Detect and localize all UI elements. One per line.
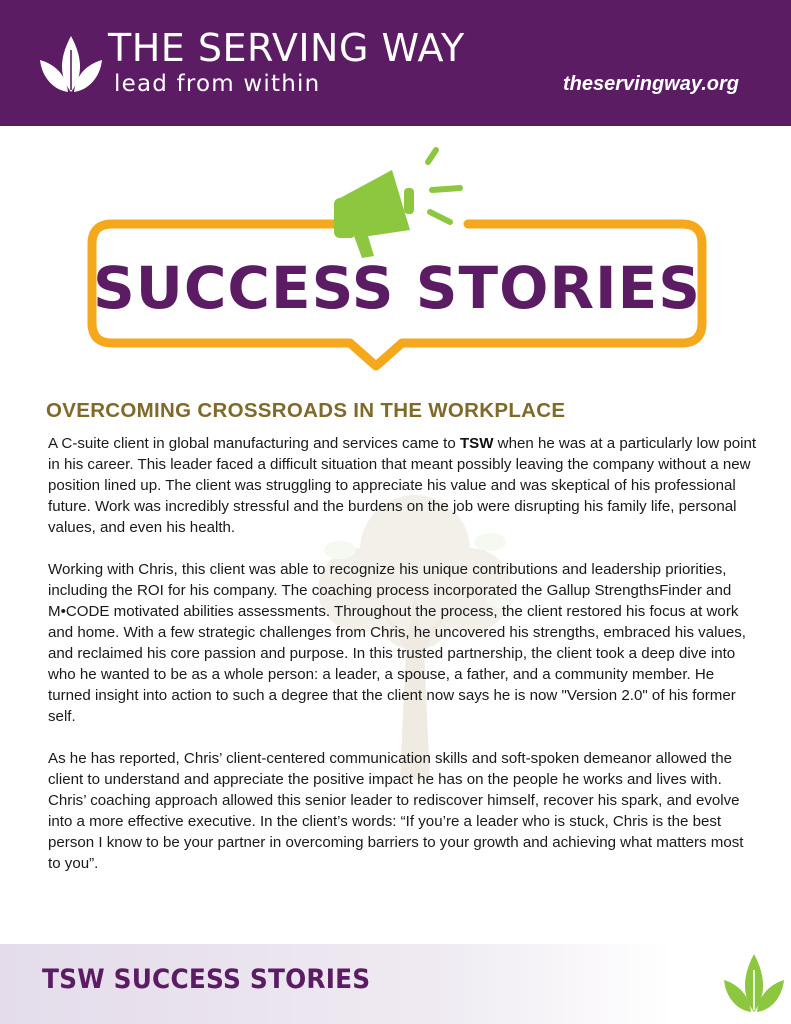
brand-tagline: lead from within xyxy=(114,71,321,97)
footer-title: TSW SUCCESS STORIES xyxy=(42,964,371,995)
banner-title: SUCCESS STORIES xyxy=(92,254,702,322)
leaf-icon xyxy=(724,948,784,1014)
megaphone-icon xyxy=(334,170,414,258)
article-paragraph: As he has reported, Chris’ client-centered communication skills and soft-spoken demeanor allowed the client to understand and appreciate the positive impact he has on the people he works and lives with. Chris’ coaching approach allowed this senior leader to rediscover himself, recover his spark, and evolve into a more effective executive. In the client’s words: “If you’re a leader who is stuck, Chris is the best person I know to be your partner in overcoming barriers to your growth and achieving what matters most to you”. xyxy=(48,750,744,872)
article-paragraph xyxy=(48,433,760,538)
leaf-icon xyxy=(40,30,102,94)
article-heading: OVERCOMING CROSSROADS IN THE WORKPLACE xyxy=(46,399,566,422)
paragraph-text: A C-suite client in global manufacturing and services came to xyxy=(48,435,460,452)
paragraph-text: when he was at a particularly low point in his career. This leader faced a difficult situation that meant possibly leaving the company without a new position lined up. The client was struggling to appreciate his value and was skeptical of his professional future. Work was incredibly stressful and the burdens on the job were disrupting his family life, personal values, and even his health. xyxy=(48,435,757,536)
article-body xyxy=(48,433,760,895)
company-acronym: TSW xyxy=(459,435,494,452)
brand-title: THE SERVING WAY xyxy=(108,26,465,70)
article-paragraph: Working with Chris, this client was able to recognize his unique contributions and leadership priorities, including the ROI for his company. The coaching process incorporated the Gallup StrengthsFinder and M•CODE motivated abilities assessments. Throughout the process, the client restored his focus at work and home. With a few strategic challenges from Chris, he uncovered his strengths, embraced his values, and reclaimed his core passion and purpose. In this trusted partnership, the client took a deep dive into who he wanted to be as a whole person: a leader, a spouse, a father, and a community member. He turned insight into action to such a degree that the client now says he is now "Version 2.0" of his former self. xyxy=(48,561,747,725)
website-link[interactable]: theservingway.org xyxy=(563,73,739,95)
